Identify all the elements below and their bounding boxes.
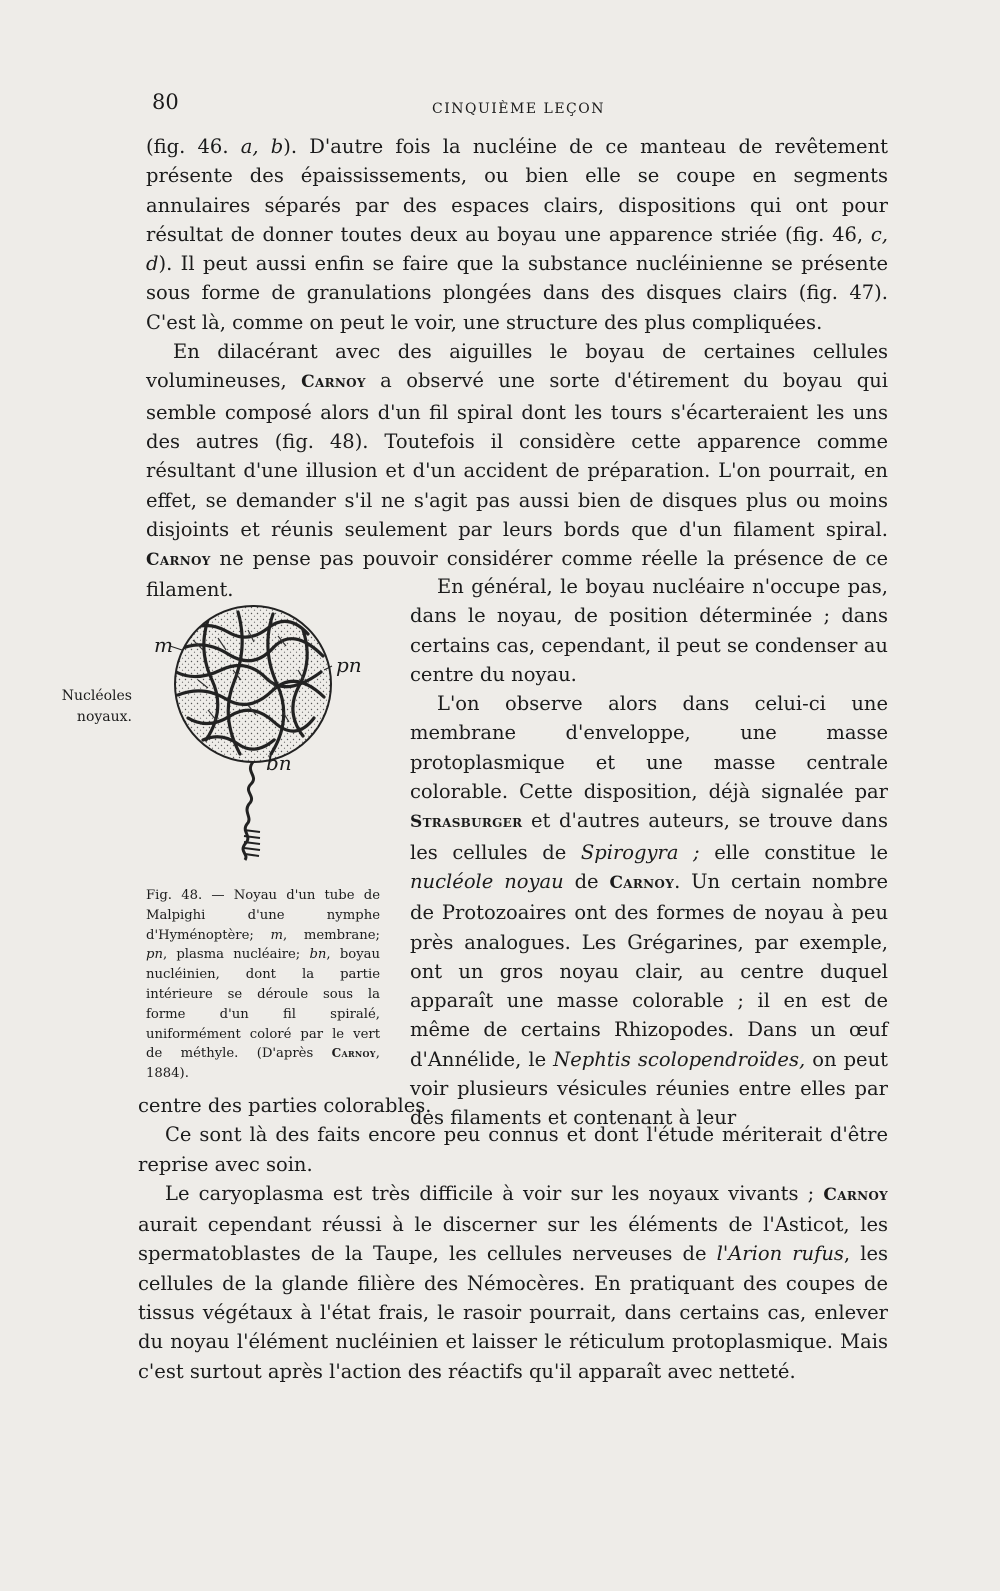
main-text-beside-figure	[410, 572, 888, 1133]
author-name: Strasburger	[410, 812, 523, 833]
paragraph-dilacerant: En dilacérant avec des aiguilles le boyau de certaines cellules volumineuses, Carnoy a observé une sorte d'étirement du boyau qui semble composé alors d'un fil spiral dont les tours s'écarteraient les uns des autres (fig. 48). Toutefois il considère cette apparence comme résultant d'une illusion et d'un accident de préparation. L'on pourrait, en effet, se demander s'il ne s'agit pas aussi bien de disques plus ou moins disjoints et réunis seulement par leurs bords que d'un filament spiral. Carnoy ne pense pas pouvoir considérer comme réelle la présence de ce filament.	[146, 340, 889, 602]
main-text-top	[146, 132, 888, 605]
figure-48	[148, 600, 394, 872]
label-bn: bn	[266, 751, 292, 775]
paragraph-continuation: (fig. 46. a, b). D'autre fois la nucléine de ce manteau de revêtement présente des épaississements, ou bien elle se coupe en segments annulaires séparés par des espaces clairs, dispositions qui ont pour résultat de donner toutes deux au boyau une apparence striée (fig. 46, c, d). Il peut aussi enfin se faire que la substance nucléinienne se présente sous forme de granulations plongées dans des disques clairs (fig. 47). C'est là, comme on peut le voir, une structure des plus compliquées.	[146, 135, 888, 334]
page-number: 80	[152, 90, 179, 114]
margin-note: Nucléoles noyaux.	[61, 688, 132, 725]
label-pn: pn	[336, 653, 362, 677]
author-name: Carnoy	[823, 1184, 888, 1205]
spiral-filament	[243, 762, 254, 860]
label-m: m	[154, 633, 173, 657]
author-name: Carnoy	[609, 872, 675, 893]
paragraph-nucleole-noyau: L'on observe alors dans celui-ci une membrane d'enveloppe, une masse protoplasmique et une masse centrale colorable. Cette disposition, déjà signalée par Strasburger et d'autres auteurs, se trouve dans les cellules de Spirogyra ; elle constitue le nucléole noyau de Carnoy. Un certain nombre de Protozoaires ont des formes de noyau à peu près analogues. Les Grégarines, par exemple, ont un gros noyau clair, au centre duquel apparaît une masse colorable ; il en est de même de certains Rhizopodes. Dans un œuf d'Annélide, le Nephtis scolopendroïdes, on peut voir plusieurs vésicules réunies entre elles par des filaments et contenant à leur	[410, 692, 889, 1130]
paragraph-caryoplasma: Le caryoplasma est très difficile à voir sur les noyaux vivants ; Carnoy aurait cependant réussi à le discerner sur les éléments de l'Asticot, les spermatoblastes de la Taupe, les cellules nerveuses de l'Arion rufus, les cellules de la glande filière des Némocères. En pratiquant des coupes de tissus végétaux à l'état frais, le rasoir pourrait, dans certains cas, enlever du noyau l'élément nucléinien et laisser le réticulum protoplasmique. Mais c'est surtout après l'action des réactifs qu'il apparaît avec netteté.	[138, 1181, 888, 1383]
paragraph-general: En général, le boyau nucléaire n'occupe pas, dans le noyau, de position déterminée ; dans certains cas, cependant, il peut se condenser au centre du noyau.	[410, 575, 888, 686]
author-name: Carnoy	[331, 1046, 376, 1061]
main-text-bottom	[138, 1091, 888, 1386]
running-head: CINQUIÈME LEÇON	[432, 101, 605, 117]
author-name: Carnoy	[301, 372, 366, 393]
nucleus-illustration	[148, 600, 394, 872]
figure-caption: Fig. 48. — Noyau d'un tube de Malpighi d'une nymphe d'Hyménoptère; m, membrane; pn, plasma nucléaire; bn, boyau nucléinien, dont la partie intérieure se déroule sous la forme d'un fil spiralé, uniformément coloré par le vert de méthyle. (D'après Carnoy, 1884).	[146, 888, 381, 1082]
paragraph-end-line: centre des parties colorables.	[138, 1094, 432, 1117]
paragraph-faits: Ce sont là des faits encore peu connus et dont l'étude mériterait d'être reprise avec soin.	[138, 1123, 888, 1176]
author-name: Carnoy	[146, 550, 211, 571]
